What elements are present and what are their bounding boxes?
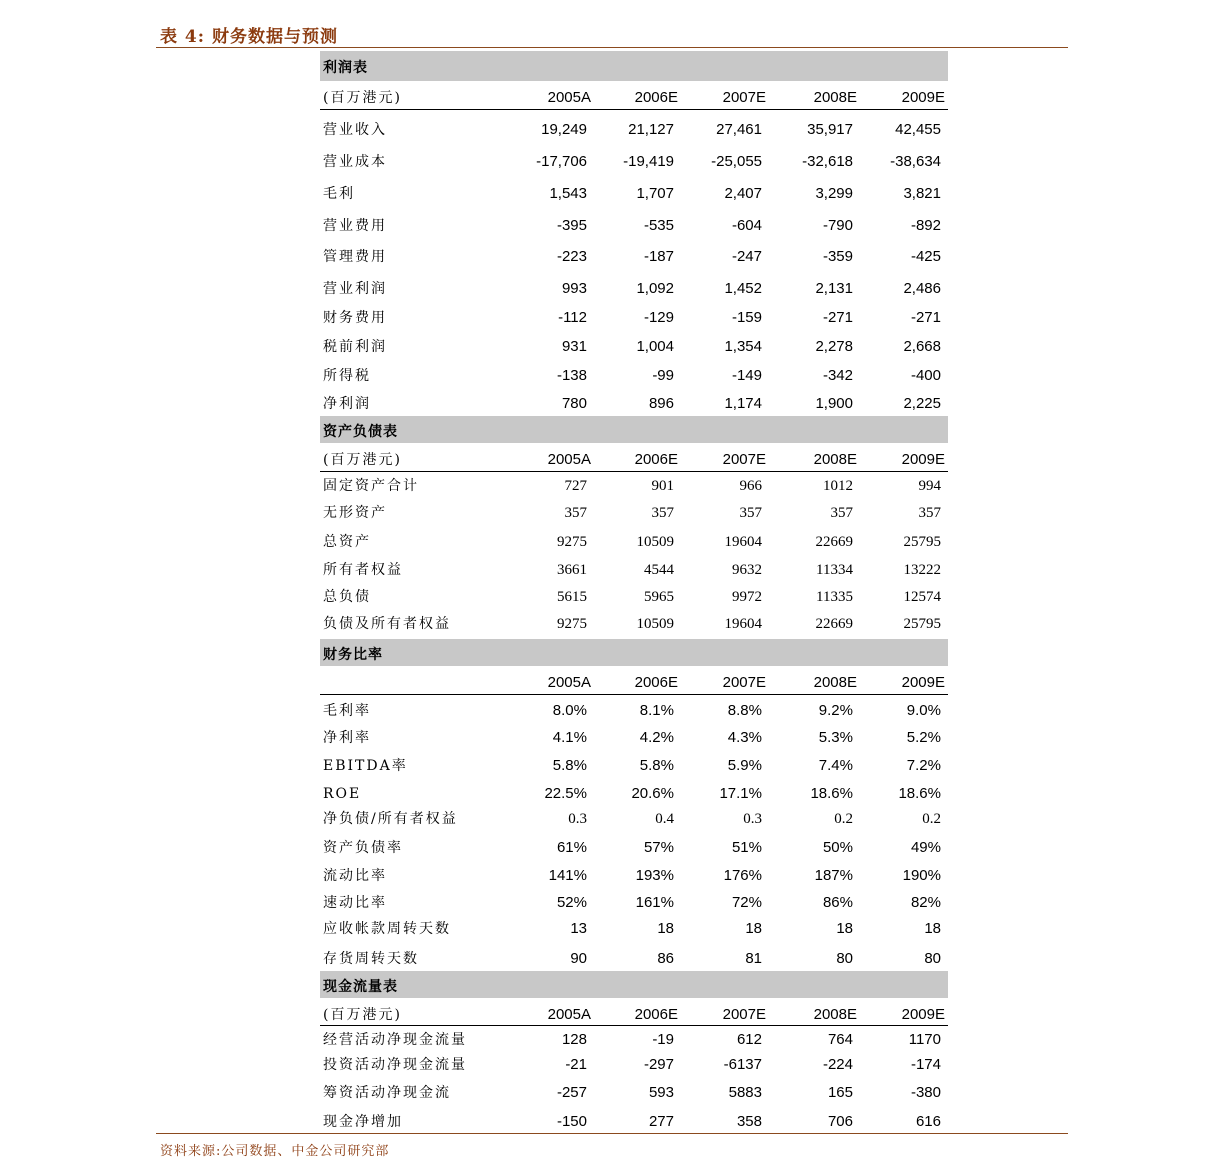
table-cell: 25795 [903, 616, 941, 632]
table-cell: 18 [836, 920, 853, 937]
table-cell: 727 [564, 478, 587, 494]
year-header: 2005A [547, 1006, 591, 1023]
row-label: ROE [323, 786, 362, 802]
source-note: 资料来源:公司数据、中金公司研究部 [160, 1144, 390, 1159]
year-header: 2007E [722, 89, 766, 106]
table-cell: 1170 [908, 1031, 941, 1048]
row-label: 净负债/所有者权益 [323, 811, 458, 827]
table-cell: -187 [643, 248, 674, 265]
table-cell: -150 [556, 1113, 587, 1130]
year-header: 2009E [901, 451, 945, 468]
year-header: 2009E [901, 1006, 945, 1023]
year-header: 2008E [813, 451, 857, 468]
table-cell: 9.2% [818, 702, 853, 719]
row-label: 财务费用 [323, 310, 387, 326]
table-cell: 5.9% [727, 757, 762, 774]
table-cell: 1,174 [724, 395, 762, 412]
row-label: 所得税 [323, 368, 371, 384]
section-title: 现金流量表 [323, 979, 398, 995]
table-cell: -395 [556, 217, 587, 234]
row-label: 资产负债率 [323, 840, 403, 856]
table-cell: -6137 [723, 1056, 762, 1073]
table-cell: 90 [570, 950, 587, 967]
year-header: 2006E [634, 1006, 678, 1023]
row-label: 营业利润 [323, 281, 387, 297]
table-cell: 18 [924, 920, 941, 937]
bottom-rule [156, 1133, 1068, 1134]
table-cell: -271 [910, 309, 941, 326]
row-label: 投资活动净现金流量 [323, 1057, 467, 1073]
table-row [320, 727, 948, 749]
row-label: 毛利率 [323, 703, 371, 719]
table-cell: 35,917 [807, 121, 853, 138]
table-cell: 2,407 [724, 185, 762, 202]
row-label: 固定资产合计 [323, 478, 419, 494]
table-cell: 18.6% [810, 785, 853, 802]
table-cell: 357 [918, 505, 941, 521]
table-cell: 22.5% [544, 785, 587, 802]
table-cell: -99 [652, 367, 674, 384]
table-cell: 42,455 [895, 121, 941, 138]
table-row [320, 183, 948, 205]
table-cell: 5.3% [818, 729, 853, 746]
table-cell: 2,668 [903, 338, 941, 355]
table-row [320, 307, 948, 329]
table-cell: 17.1% [719, 785, 762, 802]
table-cell: 9275 [557, 534, 587, 550]
table-row [320, 755, 948, 777]
table-cell: -19 [652, 1031, 674, 1048]
table-cell: 9632 [732, 562, 762, 578]
table-row [320, 1082, 948, 1104]
year-header: 2005A [547, 89, 591, 106]
section-title: 资产负债表 [323, 424, 398, 440]
table-cell: 5615 [557, 589, 587, 605]
table-row [320, 119, 948, 141]
year-header: 2005A [547, 451, 591, 468]
table-cell: 72% [731, 894, 762, 911]
table-cell: -112 [558, 309, 587, 326]
row-label: 现金净增加 [323, 1114, 403, 1130]
table-row [320, 948, 948, 970]
table-cell: 10509 [636, 616, 674, 632]
table-cell: 1,543 [549, 185, 587, 202]
table-title: 表 4: 财务数据与预测 [160, 27, 338, 47]
table-cell: 612 [736, 1031, 762, 1048]
table-cell: 358 [736, 1113, 762, 1130]
table-cell: 8.8% [727, 702, 762, 719]
year-header: 2008E [813, 674, 857, 691]
table-row [320, 215, 948, 237]
table-cell: 5965 [644, 589, 674, 605]
table-cell: 2,225 [903, 395, 941, 412]
table-cell: 8.1% [639, 702, 674, 719]
table-cell: 966 [739, 478, 762, 494]
cashflow-column-header [320, 1004, 948, 1026]
table-row [320, 892, 948, 914]
table-cell: 22669 [815, 616, 853, 632]
table-cell: 357 [651, 505, 674, 521]
table-row [320, 808, 948, 830]
section-balance-header [320, 416, 948, 443]
year-header: 2009E [901, 674, 945, 691]
table-row [320, 393, 948, 415]
section-title: 利润表 [323, 60, 368, 76]
row-label: EBITDA率 [323, 758, 408, 774]
table-row [320, 531, 948, 553]
table-cell: 277 [648, 1113, 674, 1130]
table-cell: 25795 [903, 534, 941, 550]
table-cell: 993 [561, 280, 587, 297]
row-label: 速动比率 [323, 895, 387, 911]
top-rule [156, 47, 1068, 48]
table-cell: 1,092 [636, 280, 674, 297]
table-cell: 0.2 [834, 811, 853, 827]
row-label: 净利润 [323, 396, 371, 412]
table-cell: -224 [822, 1056, 853, 1073]
table-cell: -297 [643, 1056, 674, 1073]
table-cell: -604 [731, 217, 762, 234]
table-row [320, 475, 948, 497]
row-label: 应收帐款周转天数 [323, 921, 451, 937]
year-header: 2005A [547, 674, 591, 691]
table-cell: 5.8% [552, 757, 587, 774]
section-ratios-header [320, 639, 948, 666]
year-header: 2007E [722, 451, 766, 468]
row-label: 无形资产 [323, 505, 387, 521]
table-cell: 4.2% [639, 729, 674, 746]
table-row [320, 837, 948, 859]
year-header: 2007E [722, 1006, 766, 1023]
table-cell: -32,618 [802, 153, 853, 170]
table-row [320, 1054, 948, 1076]
table-cell: -19,419 [623, 153, 674, 170]
unit-label: (百万港元) [323, 90, 402, 106]
table-cell: -400 [910, 367, 941, 384]
table-cell: 49% [910, 839, 941, 856]
table-row [320, 151, 948, 173]
year-header: 2007E [722, 674, 766, 691]
table-cell: 0.4 [655, 811, 674, 827]
row-label: 营业收入 [323, 122, 387, 138]
row-label: 毛利 [323, 186, 355, 202]
table-cell: -25,055 [711, 153, 762, 170]
table-cell: -892 [910, 217, 941, 234]
row-label: 总负债 [323, 589, 371, 605]
table-cell: 764 [827, 1031, 853, 1048]
table-cell: 357 [739, 505, 762, 521]
table-cell: 0.3 [743, 811, 762, 827]
table-cell: 13 [570, 920, 587, 937]
year-header: 2008E [813, 1006, 857, 1023]
table-row [320, 613, 948, 635]
table-row [320, 700, 948, 722]
table-cell: 27,461 [716, 121, 762, 138]
table-cell: 2,278 [815, 338, 853, 355]
table-cell: 1,354 [724, 338, 762, 355]
table-cell: 19604 [724, 534, 762, 550]
table-cell: 706 [827, 1113, 853, 1130]
row-label: 流动比率 [323, 868, 387, 884]
table-cell: 19604 [724, 616, 762, 632]
table-cell: 8.0% [552, 702, 587, 719]
table-row [320, 865, 948, 887]
table-cell: 57% [643, 839, 674, 856]
row-label: 税前利润 [323, 339, 387, 355]
section-title: 财务比率 [323, 647, 383, 663]
table-cell: 901 [651, 478, 674, 494]
table-cell: 190% [902, 867, 941, 884]
table-cell: 61% [556, 839, 587, 856]
table-cell: 176% [723, 867, 762, 884]
table-cell: -38,634 [890, 153, 941, 170]
table-cell: 52% [556, 894, 587, 911]
table-cell: 9.0% [906, 702, 941, 719]
row-label: 营业费用 [323, 218, 387, 234]
table-cell: 616 [915, 1113, 941, 1130]
table-row [320, 586, 948, 608]
table-row [320, 1111, 948, 1133]
table-cell: -138 [556, 367, 587, 384]
table-row [320, 1029, 948, 1051]
table-cell: 141% [548, 867, 587, 884]
table-cell: -129 [643, 309, 674, 326]
table-cell: 5.2% [906, 729, 941, 746]
table-cell: 80 [836, 950, 853, 967]
table-cell: -223 [556, 248, 587, 265]
table-cell: 187% [814, 867, 853, 884]
table-cell: 21,127 [628, 121, 674, 138]
table-cell: 3,821 [903, 185, 941, 202]
header-rule [320, 471, 948, 472]
table-cell: 12574 [903, 589, 941, 605]
unit-label: (百万港元) [323, 452, 402, 468]
table-cell: 13222 [903, 562, 941, 578]
ratios-column-header [320, 672, 948, 694]
table-cell: 22669 [815, 534, 853, 550]
section-cashflow-header [320, 971, 948, 998]
table-cell: 4.1% [552, 729, 587, 746]
year-header: 2006E [634, 451, 678, 468]
table-cell: 20.6% [631, 785, 674, 802]
table-cell: 1012 [823, 478, 853, 494]
table-cell: -174 [910, 1056, 941, 1073]
table-cell: 11335 [816, 589, 853, 605]
unit-label: (百万港元) [323, 1007, 402, 1023]
table-cell: 357 [830, 505, 853, 521]
table-cell: 18 [745, 920, 762, 937]
row-label: 净利率 [323, 730, 371, 746]
table-cell: 1,900 [815, 395, 853, 412]
table-cell: 86% [822, 894, 853, 911]
table-cell: 0.3 [568, 811, 587, 827]
table-row [320, 783, 948, 805]
table-cell: -271 [822, 309, 853, 326]
section-income-header [320, 51, 948, 81]
table-cell: 3,299 [815, 185, 853, 202]
table-cell: 4544 [644, 562, 674, 578]
table-cell: 1,452 [724, 280, 762, 297]
income-column-header [320, 87, 948, 109]
table-cell: 18 [657, 920, 674, 937]
table-cell: 2,486 [903, 280, 941, 297]
table-cell: -380 [910, 1084, 941, 1101]
table-cell: 0.2 [922, 811, 941, 827]
table-cell: 1,707 [636, 185, 674, 202]
table-cell: -257 [556, 1084, 587, 1101]
table-row [320, 918, 948, 940]
table-cell: 931 [561, 338, 587, 355]
table-cell: 9275 [557, 616, 587, 632]
table-cell: 780 [561, 395, 587, 412]
table-cell: 2,131 [815, 280, 853, 297]
row-label: 存货周转天数 [323, 951, 419, 967]
table-cell: 7.4% [818, 757, 853, 774]
table-cell: -159 [731, 309, 762, 326]
table-cell: 50% [822, 839, 853, 856]
table-cell: 11334 [816, 562, 853, 578]
header-rule [320, 109, 948, 110]
table-cell: 3661 [557, 562, 587, 578]
year-header: 2008E [813, 89, 857, 106]
header-rule [320, 694, 948, 695]
table-cell: 18.6% [898, 785, 941, 802]
table-cell: -149 [731, 367, 762, 384]
table-cell: 9972 [732, 589, 762, 605]
table-cell: 128 [561, 1031, 587, 1048]
row-label: 负债及所有者权益 [323, 616, 451, 632]
table-cell: 10509 [636, 534, 674, 550]
row-label: 所有者权益 [323, 562, 403, 578]
row-label: 筹资活动净现金流 [323, 1085, 451, 1101]
table-cell: 81 [745, 950, 762, 967]
row-label: 营业成本 [323, 154, 387, 170]
table-row [320, 246, 948, 268]
year-header: 2006E [634, 674, 678, 691]
year-header: 2009E [901, 89, 945, 106]
table-cell: -425 [910, 248, 941, 265]
table-cell: 1,004 [636, 338, 674, 355]
table-row [320, 336, 948, 358]
table-cell: 165 [827, 1084, 853, 1101]
table-cell: 7.2% [906, 757, 941, 774]
table-cell: -535 [643, 217, 674, 234]
table-cell: 161% [635, 894, 674, 911]
table-cell: 82% [910, 894, 941, 911]
table-cell: 5883 [728, 1084, 762, 1101]
row-label: 管理费用 [323, 249, 387, 265]
table-row [320, 365, 948, 387]
table-cell: -359 [822, 248, 853, 265]
table-cell: -342 [822, 367, 853, 384]
table-cell: -247 [731, 248, 762, 265]
table-cell: 5.8% [639, 757, 674, 774]
year-header: 2006E [634, 89, 678, 106]
table-cell: 86 [657, 950, 674, 967]
table-cell: -21 [565, 1056, 587, 1073]
table-cell: -17,706 [536, 153, 587, 170]
table-cell: 193% [635, 867, 674, 884]
table-cell: 4.3% [727, 729, 762, 746]
table-row [320, 559, 948, 581]
table-cell: -790 [822, 217, 853, 234]
table-cell: 896 [648, 395, 674, 412]
table-cell: 357 [564, 505, 587, 521]
table-cell: 51% [731, 839, 762, 856]
table-cell: 994 [918, 478, 941, 494]
row-label: 经营活动净现金流量 [323, 1032, 467, 1048]
table-cell: 80 [924, 950, 941, 967]
table-row [320, 278, 948, 300]
balance-column-header [320, 449, 948, 471]
table-cell: 593 [648, 1084, 674, 1101]
table-cell: 19,249 [541, 121, 587, 138]
header-rule [320, 1025, 948, 1026]
table-row [320, 502, 948, 524]
row-label: 总资产 [323, 534, 371, 550]
